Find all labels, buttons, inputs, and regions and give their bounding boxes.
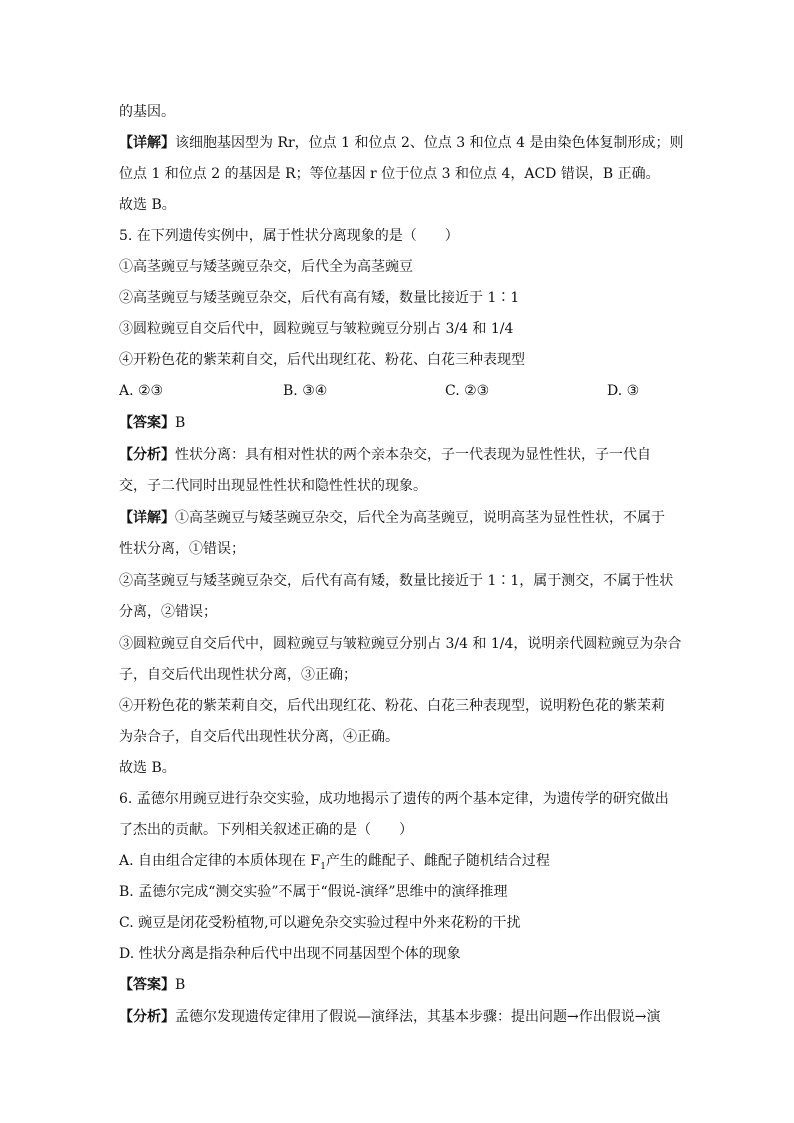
option-line: D. 性状分离是指杂种后代中出现不同基因型个体的现象 — [119, 946, 461, 962]
question-5-stem: 5. 在下列遗传实例中，属于性状分离现象的是（ ） — [119, 228, 459, 244]
analysis-line: 【分析】孟德尔发现遗传定律用了假说—演绎法，其基本步骤：提出问题→作出假说→演 — [119, 1009, 661, 1025]
text-line: 交，子二代同时出现显性性状和隐性性状的现象。 — [119, 478, 427, 494]
option-line: B. 孟德尔完成“测交实验”不属于“假说-演绎”思维中的演绎推理 — [119, 884, 508, 900]
answer-line: 【答案】B — [119, 977, 186, 993]
text-line: 故选 B。 — [119, 197, 176, 213]
detail-line: 【详解】①高茎豌豆与矮茎豌豆杂交，后代全为高茎豌豆，说明高茎为显性性状，不属于 — [119, 510, 665, 526]
text-line: ③圆粒豌豆自交后代中，圆粒豌豆与皱粒豌豆分别占 3/4 和 1/4，说明亲代圆粒豌豆为杂合 — [119, 636, 682, 652]
text-line: 子，自交后代出现性状分离，③正确； — [119, 667, 357, 683]
question-6-stem: 6. 孟德尔用豌豆进行杂交实验，成功地揭示了遗传的两个基本定律，为遗传学的研究做出 — [119, 791, 669, 807]
text-line: 了杰出的贡献。下列相关叙述正确的是（ ） — [119, 822, 413, 838]
option-line: C. 豌豆是闭花受粉植物,可以避免杂交实验过程中外来花粉的干扰 — [119, 915, 521, 931]
option-a: A. ②③ — [119, 383, 164, 399]
analysis-line: 【分析】性状分离：具有相对性状的两个亲本杂交，子一代表现为显性性状，子一代自 — [119, 447, 651, 463]
text-line: ④开粉色花的紫茉莉自交，后代出现红花、粉花、白花三种表现型 — [119, 352, 525, 368]
text-line: 【详解】该细胞基因型为 Rr，位点 1 和位点 2、位点 3 和位点 4 是由染色体复制形成；则 — [119, 135, 684, 151]
text-line: ③圆粒豌豆自交后代中，圆粒豌豆与皱粒豌豆分别占 3/4 和 1/4 — [119, 321, 514, 337]
text-line: ②高茎豌豆与矮茎豌豆杂交，后代有高有矮，数量比接近于 1∶1 — [119, 290, 520, 306]
option-c: C. ②③ — [445, 383, 490, 399]
text-line: 性状分离，①错误； — [119, 541, 245, 557]
text-line: 位点 1 和位点 2 的基因是 R；等位基因 r 位于位点 3 和位点 4，ACD 错误，B 正确。 — [119, 166, 660, 182]
option-d: D. ③ — [607, 383, 640, 399]
text-line: ①高茎豌豆与矮茎豌豆杂交，后代全为高茎豌豆 — [119, 259, 413, 275]
text-line: ②高茎豌豆与矮茎豌豆杂交，后代有高有矮，数量比接近于 1∶1，属于测交，不属于性状 — [119, 573, 674, 589]
option-line: A. 自由组合定律的本质体现在 $F_1$产生的雌配子、雌配子随机结合过程 — [119, 853, 550, 872]
text-line: 故选 B。 — [119, 760, 176, 776]
option-b: B. ③④ — [283, 383, 328, 399]
text-line: 的基因。 — [119, 104, 175, 120]
answer-line: 【答案】B — [119, 415, 186, 431]
text-line: 为杂合子，自交后代出现性状分离，④正确。 — [119, 729, 399, 745]
text-line: ④开粉色花的紫茉莉自交，后代出现红花、粉花、白花三种表现型，说明粉色花的紫茉莉 — [119, 698, 665, 714]
text-line: 分离，②错误； — [119, 604, 217, 620]
